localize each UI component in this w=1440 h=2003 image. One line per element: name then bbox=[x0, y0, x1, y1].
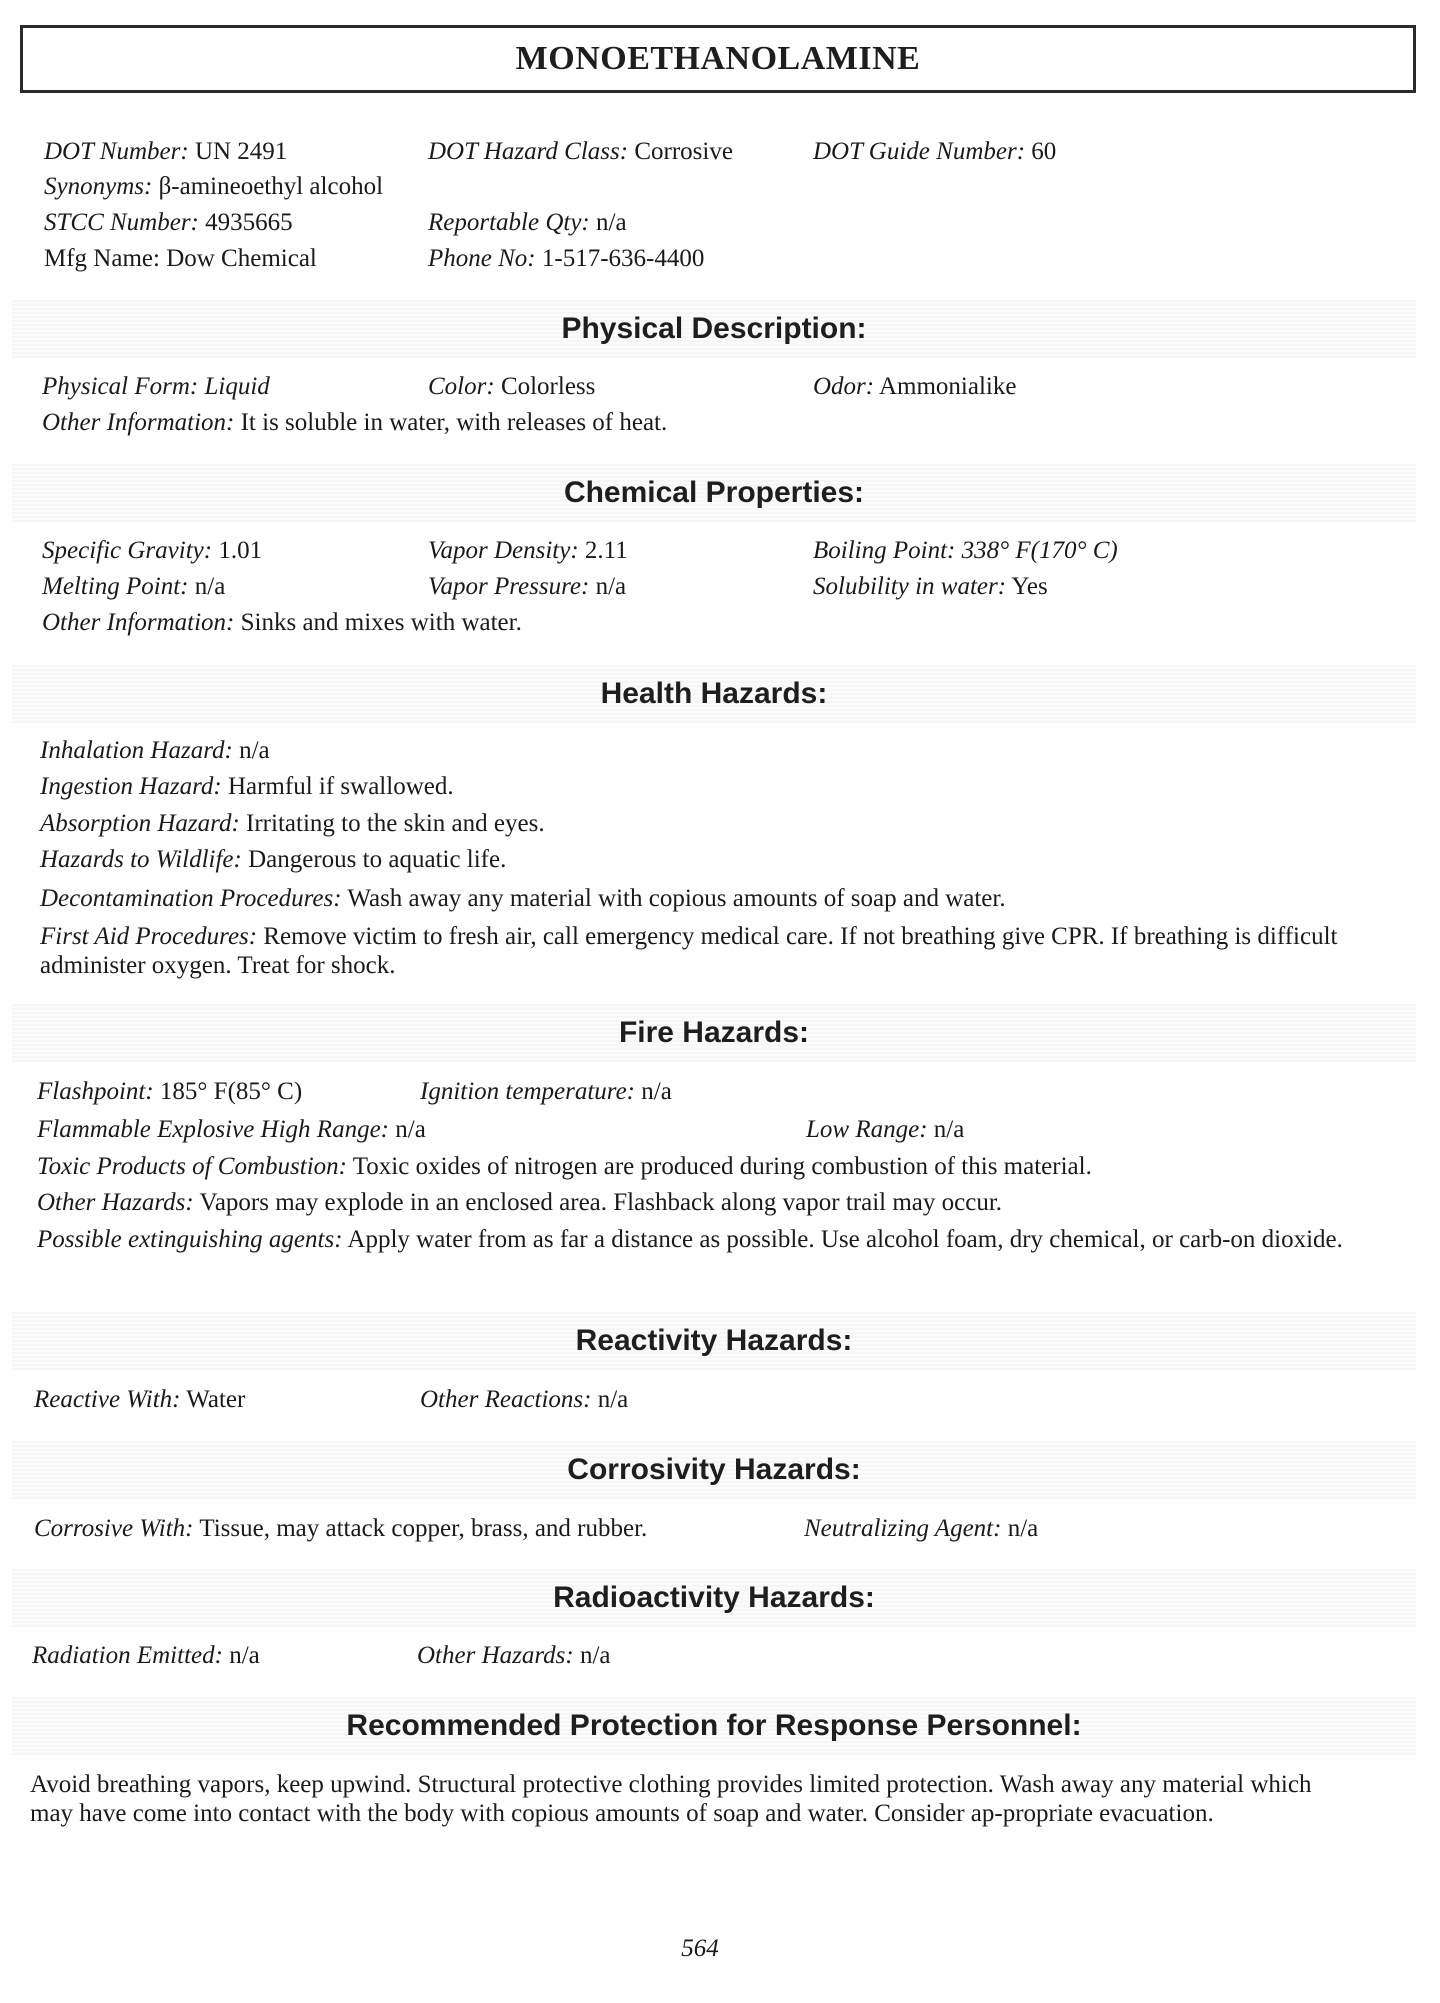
inhalation-hazard-label: Inhalation Hazard: bbox=[40, 737, 233, 764]
ignition-temperature-label: Ignition temperature: bbox=[420, 1078, 636, 1105]
other-reactions-value: n/a bbox=[597, 1386, 629, 1413]
corrosivity-hazards-heading bbox=[12, 1441, 1416, 1499]
reportable-qty-field bbox=[428, 208, 627, 238]
chemical-properties-title: Chemical Properties: bbox=[563, 476, 865, 509]
wildlife-hazard-label: Hazards to Wildlife: bbox=[40, 846, 242, 873]
synonyms-field bbox=[44, 172, 383, 202]
reportable-qty-label: Reportable Qty: bbox=[428, 209, 590, 236]
corrosive-with-value: Tissue, may attack copper, brass, and rubber. bbox=[199, 1515, 648, 1542]
high-range-field bbox=[37, 1115, 426, 1145]
health-hazards-heading bbox=[12, 665, 1416, 723]
flashpoint-value: 185° F(85° C) bbox=[159, 1078, 303, 1105]
absorption-hazard-field bbox=[40, 809, 545, 839]
absorption-hazard-label: Absorption Hazard: bbox=[40, 810, 240, 837]
chemical-other-info-field bbox=[42, 608, 522, 638]
dot-guide-number-value: 60 bbox=[1031, 138, 1057, 165]
vapor-pressure-field bbox=[428, 572, 626, 602]
ingestion-hazard-value: Harmful if swallowed. bbox=[227, 773, 454, 800]
first-aid-label: First Aid Procedures: bbox=[40, 923, 258, 950]
protection-title: Recommended Protection for Response Personnel: bbox=[346, 1709, 1082, 1742]
radiation-emitted-value: n/a bbox=[229, 1642, 260, 1669]
corrosivity-hazards-title: Corrosivity Hazards: bbox=[567, 1453, 861, 1486]
physical-description-heading bbox=[12, 300, 1416, 358]
vapor-density-label: Vapor Density: bbox=[428, 537, 579, 564]
mfg-name-field bbox=[44, 244, 317, 274]
flashpoint-label: Flashpoint: bbox=[37, 1078, 154, 1105]
wildlife-hazard-field bbox=[40, 845, 506, 875]
high-range-label: Flammable Explosive High Range: bbox=[37, 1116, 389, 1143]
inhalation-hazard-value: n/a bbox=[239, 737, 270, 764]
melting-point-label: Melting Point: bbox=[42, 573, 189, 600]
vapor-pressure-value: n/a bbox=[595, 573, 627, 600]
boiling-point-value: 338° F(170° C) bbox=[961, 537, 1118, 564]
corrosive-with-field bbox=[34, 1514, 647, 1544]
dot-number-value: UN 2491 bbox=[194, 138, 288, 165]
phone-no-field bbox=[428, 244, 704, 274]
other-reactions-label: Other Reactions: bbox=[420, 1386, 592, 1413]
toxic-products-field bbox=[37, 1152, 1092, 1182]
radioactivity-hazards-title: Radioactivity Hazards: bbox=[553, 1581, 875, 1614]
corrosive-with-label: Corrosive With: bbox=[34, 1515, 194, 1542]
low-range-value: n/a bbox=[933, 1116, 965, 1143]
dot-hazard-class-value: Corrosive bbox=[634, 138, 733, 165]
radio-other-hazards-label: Other Hazards: bbox=[417, 1642, 574, 1669]
other-reactions-field bbox=[420, 1385, 628, 1415]
vapor-density-value: 2.11 bbox=[584, 537, 628, 564]
page-title: MONOETHANOLAMINE bbox=[515, 40, 921, 77]
reactive-with-label: Reactive With: bbox=[34, 1386, 181, 1413]
odor-field bbox=[813, 372, 1016, 402]
chemical-other-info-label: Other Information: bbox=[42, 609, 235, 636]
physical-form-label: Physical Form: bbox=[42, 373, 199, 400]
stcc-number-label: STCC Number: bbox=[44, 209, 199, 236]
mfg-name-value: Dow Chemical bbox=[166, 245, 317, 272]
solubility-field bbox=[813, 572, 1048, 602]
physical-description-title: Physical Description: bbox=[561, 312, 867, 345]
solubility-label: Solubility in water: bbox=[813, 573, 1007, 600]
reactivity-hazards-heading bbox=[12, 1312, 1416, 1370]
inhalation-hazard-field bbox=[40, 736, 270, 766]
reportable-qty-value: n/a bbox=[596, 209, 627, 236]
color-field bbox=[428, 372, 595, 402]
boiling-point-label: Boiling Point: bbox=[813, 537, 956, 564]
specific-gravity-field bbox=[42, 536, 262, 566]
mfg-name-label: Mfg Name: bbox=[44, 245, 160, 272]
extinguishing-agents-label: Possible extinguishing agents: bbox=[37, 1226, 343, 1253]
other-fire-hazards-value: Vapors may explode in an enclosed area. Flashback along vapor trail may occur. bbox=[199, 1189, 1003, 1216]
physical-other-info-label: Other Information: bbox=[42, 409, 235, 436]
synonyms-label: Synonyms: bbox=[44, 173, 153, 200]
flashpoint-field bbox=[37, 1077, 302, 1107]
phone-no-label: Phone No: bbox=[428, 245, 536, 272]
wildlife-hazard-value: Dangerous to aquatic life. bbox=[248, 846, 507, 873]
extinguishing-agents-value: Apply water from as far a distance as possible. Use alcohol foam, dry chemical, or carb-on dioxide. bbox=[347, 1226, 1343, 1253]
phone-no-value: 1-517-636-4400 bbox=[541, 245, 705, 272]
ignition-temperature-value: n/a bbox=[641, 1078, 672, 1105]
synonyms-value: β-amineoethyl alcohol bbox=[158, 173, 384, 200]
specific-gravity-label: Specific Gravity: bbox=[42, 537, 213, 564]
color-value: Colorless bbox=[500, 373, 596, 400]
ingestion-hazard-field bbox=[40, 772, 454, 802]
neutralizing-agent-field bbox=[804, 1514, 1038, 1544]
radiation-emitted-label: Radiation Emitted: bbox=[32, 1642, 223, 1669]
neutralizing-agent-label: Neutralizing Agent: bbox=[804, 1515, 1002, 1542]
melting-point-field bbox=[42, 572, 225, 602]
dot-guide-number-field bbox=[813, 137, 1056, 167]
reactive-with-field bbox=[34, 1385, 245, 1415]
stcc-number-field bbox=[44, 208, 293, 238]
melting-point-value: n/a bbox=[194, 573, 226, 600]
solubility-value: Yes bbox=[1011, 573, 1048, 600]
color-label: Color: bbox=[428, 373, 495, 400]
dot-number-field bbox=[44, 137, 287, 167]
radio-other-hazards-value: n/a bbox=[579, 1642, 611, 1669]
neutralizing-agent-value: n/a bbox=[1007, 1515, 1039, 1542]
toxic-products-value: Toxic oxides of nitrogen are produced during combustion of this material. bbox=[352, 1153, 1092, 1180]
dot-hazard-class-field bbox=[428, 137, 733, 167]
first-aid-value: Remove victim to fresh air, call emergency medical care. If not breathing give CPR. If breathing is difficult administer oxygen. Treat for shock. bbox=[40, 923, 1338, 979]
ingestion-hazard-label: Ingestion Hazard: bbox=[40, 773, 222, 800]
radiation-emitted-field bbox=[32, 1641, 260, 1671]
health-hazards-title: Health Hazards: bbox=[600, 677, 828, 710]
physical-form-value: Liquid bbox=[204, 373, 270, 400]
chemical-other-info-value: Sinks and mixes with water. bbox=[240, 609, 522, 636]
protection-heading bbox=[12, 1697, 1416, 1755]
radio-other-hazards-field bbox=[417, 1641, 611, 1671]
reactivity-hazards-title: Reactivity Hazards: bbox=[575, 1324, 853, 1357]
decontamination-label: Decontamination Procedures: bbox=[40, 885, 342, 912]
first-aid-field bbox=[40, 922, 1400, 980]
decontamination-value: Wash away any material with copious amounts of soap and water. bbox=[347, 885, 1006, 912]
dot-guide-number-label: DOT Guide Number: bbox=[813, 138, 1026, 165]
fire-hazards-heading bbox=[12, 1004, 1416, 1062]
low-range-label: Low Range: bbox=[806, 1116, 928, 1143]
boiling-point-field bbox=[813, 536, 1118, 566]
radioactivity-hazards-heading bbox=[12, 1569, 1416, 1627]
physical-other-info-field bbox=[42, 408, 667, 438]
absorption-hazard-value: Irritating to the skin and eyes. bbox=[246, 810, 545, 837]
physical-form-field bbox=[42, 372, 270, 402]
physical-other-info-value: It is soluble in water, with releases of heat. bbox=[240, 409, 668, 436]
specific-gravity-value: 1.01 bbox=[218, 537, 263, 564]
vapor-density-field bbox=[428, 536, 628, 566]
stcc-number-value: 4935665 bbox=[205, 209, 293, 236]
odor-label: Odor: bbox=[813, 373, 875, 400]
reactive-with-value: Water bbox=[186, 1386, 246, 1413]
chemical-properties-heading bbox=[12, 464, 1416, 522]
high-range-value: n/a bbox=[395, 1116, 426, 1143]
protection-text: Avoid breathing vapors, keep upwind. Structural protective clothing provides limited protection. Wash away any material which may have come into contact with the body with copious amounts of soap and water. Consider ap-propriate evacuation. bbox=[30, 1771, 1312, 1827]
low-range-field bbox=[806, 1115, 964, 1145]
vapor-pressure-label: Vapor Pressure: bbox=[428, 573, 590, 600]
title-box bbox=[20, 25, 1416, 93]
dot-hazard-class-label: DOT Hazard Class: bbox=[428, 138, 629, 165]
page-number: 564 bbox=[681, 1935, 719, 1962]
dot-number-label: DOT Number: bbox=[44, 138, 189, 165]
extinguishing-agents-field bbox=[37, 1225, 1400, 1254]
other-fire-hazards-field bbox=[37, 1188, 1002, 1218]
ignition-temperature-field bbox=[420, 1077, 672, 1107]
odor-value: Ammonialike bbox=[878, 373, 1017, 400]
fire-hazards-title: Fire Hazards: bbox=[618, 1016, 810, 1049]
decontamination-field bbox=[40, 884, 1006, 914]
other-fire-hazards-label: Other Hazards: bbox=[37, 1189, 194, 1216]
toxic-products-label: Toxic Products of Combustion: bbox=[37, 1153, 347, 1180]
